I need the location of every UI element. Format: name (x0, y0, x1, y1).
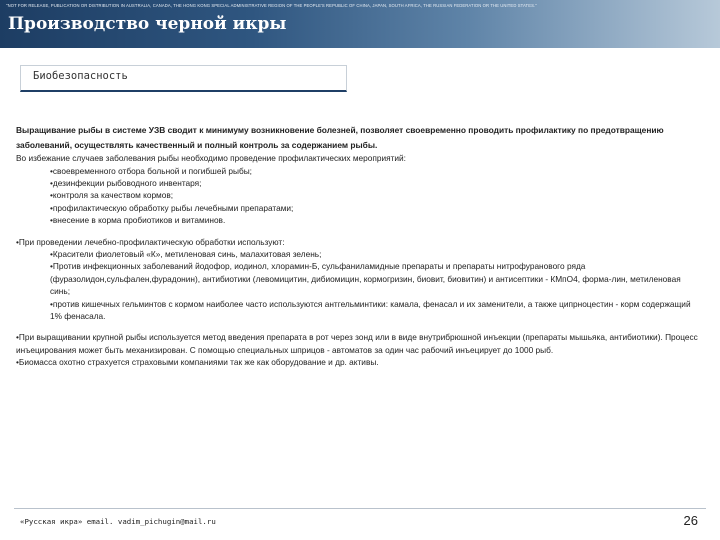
footer-divider (14, 508, 706, 509)
section-heading-box (20, 65, 347, 92)
list-item: •контроля за качеством кормов; (50, 190, 174, 201)
list-item: •Против инфекционных заболеваний йодофор, иодинол, хлорамин-Б, сульфаниламидные препараты и препараты нитрофуранового ряда (фуразолидон,сульфален,фурадонин), антибиотики (левомицитин, дибиомицин, кормогризин, биовит, биовитин) и антисептики - КМпО4, форма-лин, метиленовая синь; (50, 261, 681, 297)
page-number: 26 (683, 513, 698, 528)
disclaimer-text: "NOT FOR RELEASE, PUBLICATION OR DISTRIBUTION IN AUSTRALIA, CANADA, THE HONG KONG SPECIAL ADMINISTRATIVE REGION OF THE PEOPLE'S REPUBLIC OF CHINA, JAPAN, SOUTH AFRICA, THE RUSSIAN FEDERATION OR THE UNITED STATES." (6, 3, 537, 8)
list-item: •своевременного отбора больной и погибшей рыбы; (50, 165, 252, 176)
list-item: •профилактическую обработку рыбы лечебными препаратами; (50, 202, 294, 213)
page-title: Производство черной икры (8, 14, 287, 34)
prevention-intro: Во избежание случаев заболевания рыбы необходимо проведение профилактических мероприятий: (16, 153, 406, 164)
list-item: •против кишечных гельминтов с кормом наиболее часто используются антгельминтики: камала, фенасал и их заменители, а также ципрноцестин - корм содержащий 1% фенасала. (50, 298, 691, 322)
injection-paragraph: •При выращивании крупной рыбы используется метод введения препарата в рот через зонд или в виде внутрибрюшной инъекции (препараты мышьяка, антибиотики). Процесс инъецирования может быть механизирован. С помощью специальных шприцов - автоматов за один час рабочий инъецирует до 1000 рыб. (16, 332, 698, 355)
prevention-list (16, 165, 702, 227)
header-banner (0, 0, 720, 48)
insurance-paragraph: •Биомасса охотно страхуется страховыми компаниями так же как оборудование и др. активы. (16, 357, 379, 368)
treatment-intro: •При проведении лечебно-профилактическую обработки используют: (16, 236, 285, 247)
list-item: •внесение в корма пробиотиков и витаминов. (50, 215, 226, 226)
treatment-list (16, 248, 702, 322)
lead-paragraph: Выращивание рыбы в системе УЗВ сводит к минимуму возникновение болезней, позволяет своевременно проводить профилактику по предотвращению заболеваний, осуществлять качественный и полный контроль за содержанием рыбы. (16, 125, 664, 150)
footer-contact: «Русская икра» email. vadim_pichugin@mail.ru (20, 517, 216, 526)
list-item: •Красители фиолетовый «К», метиленовая синь, малахитовая зелень; (50, 249, 322, 260)
list-item: •дезинфекции рыбоводного инвентаря; (50, 178, 202, 188)
body-content (16, 123, 702, 369)
section-heading: Биобезопасность (33, 70, 128, 82)
